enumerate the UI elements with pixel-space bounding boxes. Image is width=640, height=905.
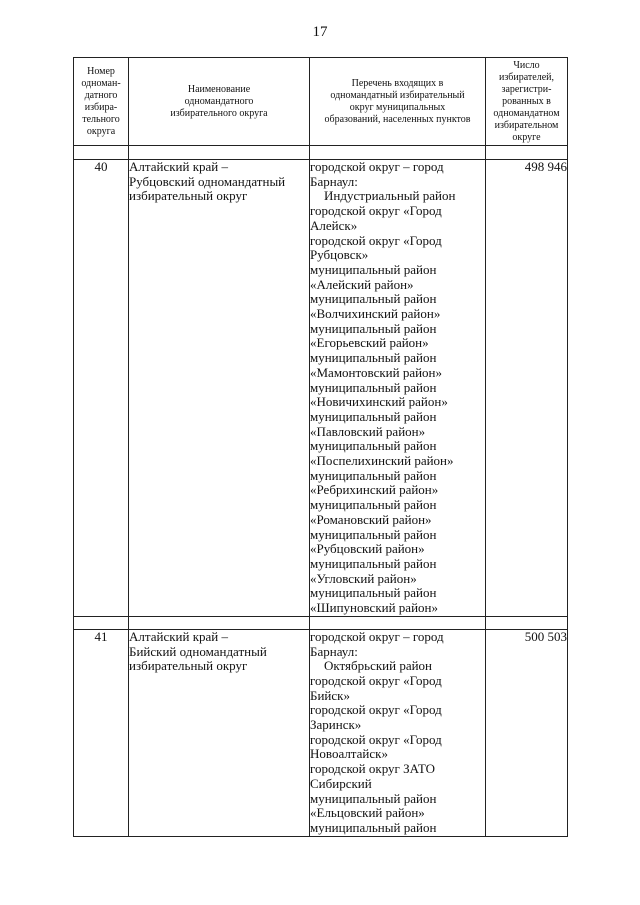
municipality-line: городской округ – город (310, 159, 444, 174)
header-voter-count (486, 58, 568, 146)
district-name-line: Бийский одномандатный (129, 643, 267, 659)
table-header-row (74, 58, 568, 146)
municipality-line: муниципальный район (310, 497, 437, 513)
municipality-line: муниципальный район (310, 438, 437, 454)
header-municipalities-list (310, 58, 486, 146)
municipality-line: Барнаул: (310, 173, 358, 189)
municipality-line: муниципальный район (310, 291, 437, 307)
municipality-line: «Ельцовский район» (310, 805, 425, 821)
municipality-line: Заринск» (310, 717, 362, 733)
municipality-line: муниципальный район (310, 526, 437, 542)
header-line: избирательного округа (170, 107, 268, 119)
municipality-line: «Ребрихинский район» (310, 482, 439, 498)
district-name-line: избирательный округ (129, 658, 248, 674)
voter-count: 498 946 (486, 160, 568, 617)
header-line: образований, населенных пунктов (324, 113, 471, 125)
municipality-line: городской округ – город (310, 628, 444, 644)
municipality-line: «Угловский район» (310, 570, 417, 586)
municipality-line: городской округ «Город (310, 702, 442, 718)
municipality-line: «Поспелихинский район» (310, 453, 454, 469)
header-district-number (74, 58, 129, 146)
header-line: избирательном (494, 119, 559, 131)
header-district-name (129, 58, 310, 146)
municipality-line: «Мамонтовский район» (310, 364, 443, 380)
header-line: тельного (82, 113, 120, 125)
municipality-line: муниципальный район (310, 408, 437, 424)
municipality-line: Октябрьский район (324, 658, 432, 674)
municipality-line: Бийск» (310, 687, 350, 703)
municipality-line: «Павловский район» (310, 423, 426, 439)
voter-count: 500 503 (486, 629, 568, 836)
municipality-line: муниципальный район (310, 261, 437, 277)
municipality-line: муниципальный район (310, 555, 437, 571)
municipality-line: муниципальный район (310, 467, 437, 483)
municipality-line: Новоалтайск» (310, 746, 388, 762)
header-line: избирателей, (498, 71, 554, 83)
municipality-line: «Егорьевский район» (310, 335, 429, 351)
district-number: 40 (74, 160, 129, 617)
header-line: Перечень входящих в (351, 77, 444, 89)
municipality-line: муниципальный район (310, 320, 437, 336)
municipality-line: «Шипуновский район» (310, 600, 438, 616)
header-line: рованных в (502, 95, 551, 107)
municipality-line: городской округ «Город (310, 203, 442, 219)
header-line: датного (84, 89, 118, 101)
electoral-districts-table (73, 57, 568, 837)
header-line: зарегистри- (501, 83, 552, 95)
district-name-line: Рубцовский одномандатный (129, 173, 286, 189)
table-spacer-row (74, 146, 568, 160)
district-name (129, 160, 310, 617)
header-line: одномандатном (493, 107, 560, 119)
header-line: одномандатный избирательный (330, 89, 465, 101)
municipality-line: городской округ «Город (310, 232, 442, 248)
municipalities-list (310, 160, 486, 617)
district-name-line: Алтайский край – (129, 628, 228, 644)
header-line: избира- (84, 101, 118, 113)
header-line: Номер (87, 65, 115, 77)
district-name-line: избирательный округ (129, 188, 248, 204)
municipality-line: муниципальный район (310, 819, 437, 835)
page-number: 17 (312, 24, 328, 40)
municipality-line: «Романовский район» (310, 511, 432, 527)
municipality-line: Алейск» (310, 217, 358, 233)
municipality-line: «Волчихинский район» (310, 306, 441, 322)
header-line: округе (512, 131, 541, 143)
municipality-line: Рубцовск» (310, 247, 369, 263)
district-name-line: Алтайский край – (129, 159, 228, 174)
municipality-line: городской округ «Город (310, 672, 442, 688)
header-line: одномандатного (184, 95, 254, 107)
municipality-line: муниципальный район (310, 790, 437, 806)
header-line: округа (86, 125, 116, 137)
municipality-line: «Новичихинский район» (310, 394, 448, 410)
municipality-line: «Алейский район» (310, 276, 414, 292)
header-line: округ муниципальных (349, 101, 446, 113)
municipality-line: городской округ «Город (310, 731, 442, 747)
table-row (74, 629, 568, 836)
header-line: Наименование (187, 83, 251, 95)
header-line: Число (513, 59, 540, 71)
municipality-line: городской округ ЗАТО (310, 761, 436, 777)
municipality-line: муниципальный район (310, 350, 437, 366)
municipality-line: Индустриальный район (324, 188, 456, 204)
municipality-line: муниципальный район (310, 585, 437, 601)
municipality-line: Барнаул: (310, 643, 358, 659)
table-spacer-row (74, 616, 568, 629)
district-name (129, 629, 310, 836)
municipalities-list (310, 629, 486, 836)
header-line: одноман- (81, 77, 121, 89)
district-number: 41 (74, 629, 129, 836)
municipality-line: Сибирский (310, 775, 372, 791)
municipality-line: «Рубцовский район» (310, 541, 425, 557)
table-row (74, 160, 568, 617)
municipality-line: муниципальный район (310, 379, 437, 395)
